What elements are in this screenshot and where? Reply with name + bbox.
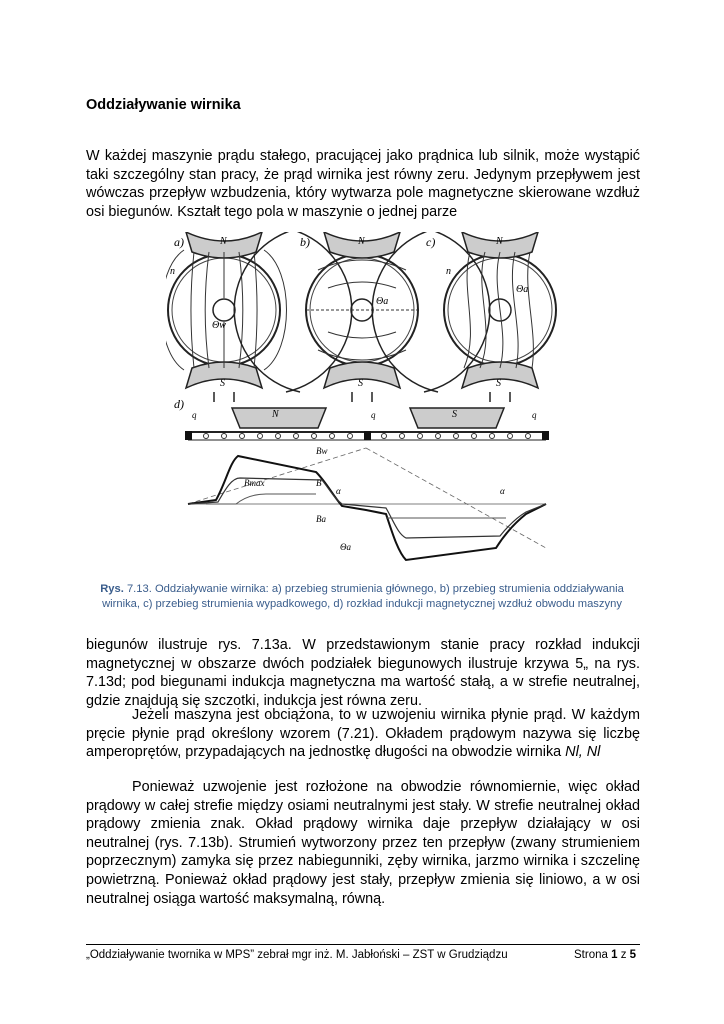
label-q-1: q: [192, 410, 197, 420]
figure-7-13: [166, 232, 558, 582]
label-pole-s-c: S: [496, 378, 501, 389]
paragraph-current-load: Ponieważ uzwojenie jest rozłożone na obwodzie równomiernie, więc okład prądowy w całej strefie między osiami neutralnymi jest stały. W strefie neutralnej okład prądowy zmienia znak. Okład prądowy wirnika daje przepływ działający w osi neutralnej (rys. 7.13b). Strumień wytworzony przez ten przepływ (zwany strumieniem poprzecznym) zamyka się przez nabiegunniki, zęby wirnika, jarzmo wirnika i szczelinę powietrzną. Ponieważ okład prądowy jest stały, przepływ zmienia się liniowo, a w osi neutralnej osiąga wartość maksymalną, równą.: [86, 779, 640, 907]
panel-d-induction-distribution: [174, 397, 549, 560]
page-heading: Oddziaływanie wirnika: [86, 97, 241, 113]
label-b-a: Ba: [316, 514, 326, 524]
label-pole-n-a: N: [220, 236, 227, 247]
label-theta-a-b: Θa: [376, 296, 389, 307]
paragraph-load-formula: Nl, Nl: [565, 744, 601, 761]
caption-prefix: Rys.: [100, 583, 124, 595]
label-theta-a-c: Θa: [516, 284, 529, 295]
label-d-pole-n: N: [272, 409, 279, 420]
paragraph-load: [86, 706, 640, 762]
footer-credit: „Oddziaływanie twornika w MPS” zebrał mgr inż. M. Jabłoński – ZST w Grudziądzu: [86, 949, 508, 961]
caption-number: 7.13.: [126, 583, 152, 595]
label-panel-c: c): [426, 235, 436, 249]
label-panel-b: b): [300, 235, 310, 249]
paragraph-poles: biegunów ilustruje rys. 7.13a. W przedstawionym stanie pracy rozkład indukcji magnetycznej w obszarze dwóch podziałek biegunowych ilustruje krzywa 5„ na rys. 7.13d; pod biegunami indukcja magnetyczna ma wartość stałą, a w strefie neutralnej, gdzie znajdują się szczotki, indukcja jest równa zeru.: [86, 637, 640, 709]
panel-a-main-flux: [166, 232, 352, 402]
label-d-pole-s: S: [452, 409, 457, 420]
figure-caption: [96, 582, 628, 612]
page-current: 1: [611, 949, 618, 961]
label-b: B: [316, 478, 322, 488]
page-label: Strona: [574, 949, 608, 961]
label-b-w: Bw: [316, 446, 328, 456]
footer-divider: [86, 944, 640, 945]
label-n-a: n: [170, 266, 175, 277]
paragraph-load-text: Jeżeli maszyna jest obciążona, to w uzwojeniu wirnika płynie prąd. W każdym pręcie płynie prąd określony wzorem (7.21). Okładem prądowym nazywa się liczbę amperoprętów, przypadających na jednostkę długości na obwodzie wirnika: [86, 707, 640, 761]
label-q-2: q: [371, 410, 376, 420]
paragraph-intro: W każdej maszynie prądu stałego, pracującej jako prądnica lub silnik, może wystąpić taki szczególny stan pracy, że prąd wirnika jest równy zeru. Jedynym przepływem jest wówczas przepływ wzbudzenia, który wytwarza pole magnetyczne skierowane wzdłuż osi biegunów. Kształt tego pola w maszynie o jednej parze: [86, 148, 640, 220]
panel-c-resultant-flux: [372, 232, 558, 402]
label-q-3: q: [532, 410, 537, 420]
label-pole-n-c: N: [496, 236, 503, 247]
page-of: z: [620, 949, 627, 961]
label-alpha-2: α: [500, 486, 505, 496]
label-n-c: n: [446, 266, 451, 277]
label-d-theta-a: Θa: [340, 542, 351, 552]
label-panel-d: d): [174, 397, 184, 411]
caption-text: Oddziaływanie wirnika: a) przebieg strumienia głównego, b) przebieg strumienia oddziaływania wirnika, c) przebieg strumienia wypadkowego, d) rozkład indukcji magnetycznej wzdłuż obwodu maszyny: [102, 583, 624, 610]
label-b-max: Bmax: [244, 478, 265, 488]
label-panel-a: a): [174, 235, 184, 249]
label-pole-n-b: N: [358, 236, 365, 247]
label-alpha-1: α: [336, 486, 341, 496]
label-pole-s-b: S: [358, 378, 363, 389]
footer-page-number: [574, 949, 636, 961]
label-theta-w: Θw: [212, 320, 226, 331]
label-pole-s-a: S: [220, 378, 225, 389]
page-total: 5: [629, 949, 637, 961]
